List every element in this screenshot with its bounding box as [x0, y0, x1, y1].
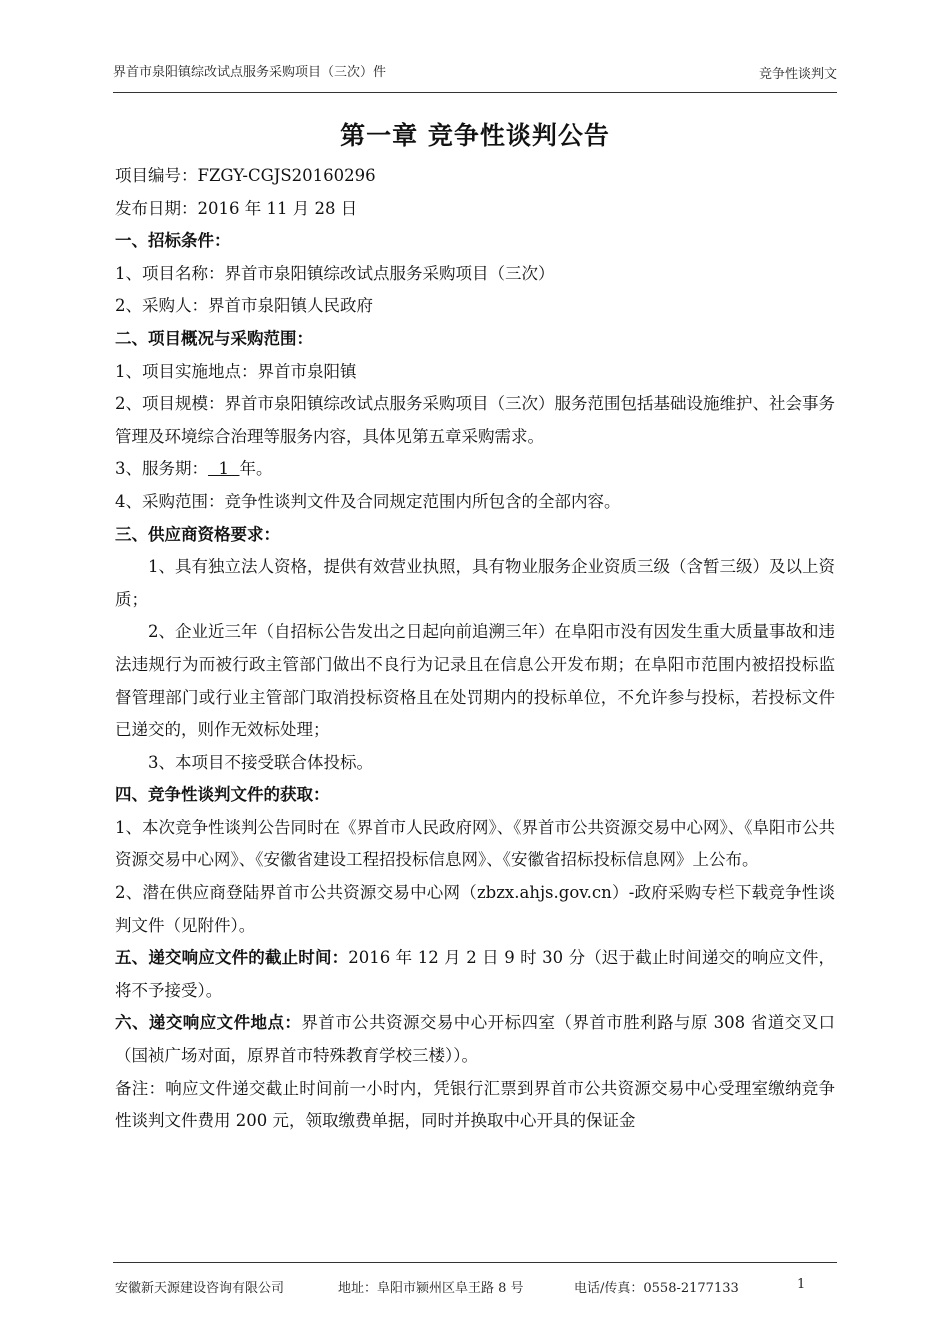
service-period-label: 3、服务期： — [115, 459, 208, 479]
section-3-item: 1、具有独立法人资格，提供有效营业执照，具有物业服务企业资质三级（含暂三级）及以上资质； — [115, 557, 835, 609]
section-4-heading: 四、竞争性谈判文件的获取： — [115, 785, 330, 805]
chapter-title: 第一章 竞争性谈判公告 — [340, 121, 610, 150]
section-3-heading: 三、供应商资格要求： — [115, 524, 280, 544]
section-5-heading: 五、递交响应文件的截止时间： — [115, 948, 349, 968]
page-header — [113, 66, 837, 93]
header-left-text: 界首市泉阳镇综改试点服务采购项目（三次）件 — [113, 65, 387, 80]
footer-phone: 电话/传真：0558-2177133 — [574, 1281, 739, 1296]
section-2-heading: 二、项目概况与采购范围： — [115, 328, 313, 348]
section-2-item: 4、采购范围：竞争性谈判文件及合同规定范围内所包含的全部内容。 — [115, 491, 621, 511]
page-footer — [113, 1262, 837, 1296]
service-period-unit: 年。 — [239, 459, 273, 479]
page-number: 1 — [797, 1277, 806, 1292]
section-4-item: 1、本次竞争性谈判公告同时在《界首市人民政府网》、《界首市公共资源交易中心网》、《阜阳市公共资源交易中心网》、《安徽省建设工程招投标信息网》、《安徽省招标投标信息网》上公布。 — [115, 817, 835, 870]
document-body — [115, 160, 835, 1138]
section-2-item: 2、项目规模：界首市泉阳镇综改试点服务采购项目（三次）服务范围包括基础设施维护、社会事务管理及环境综合治理等服务内容，具体见第五章采购需求。 — [115, 394, 835, 446]
section-6-note: 备注：响应文件递交截止时间前一小时内，凭银行汇票到界首市公共资源交易中心受理室缴纳竞争性谈判文件费用 200 元，领取缴费单据，同时并换取中心开具的保证金 — [115, 1078, 835, 1131]
section-6 — [115, 1007, 835, 1072]
section-4-item: 2、潜在供应商登陆界首市公共资源交易中心网（zbzx.ahjs.gov.cn）-政府采购专栏下载竞争性谈判文件（见附件）。 — [115, 883, 835, 935]
section-3-item: 3、本项目不接受联合体投标。 — [148, 752, 373, 772]
section-5-text: 2016 年 12 月 2 日 9 时 30 分（迟于截止时间递交的响应文件，将不予接受）。 — [115, 948, 836, 1000]
section-3-item: 2、企业近三年（自招标公告发出之日起向前追溯三年）在阜阳市没有因发生重大质量事故和违法违规行为而被行政主管部门做出不良行为记录且在信息公开发布期；在阜阳市范围内被招投标监督管理部门或行业主管部门取消投标资格且在处罚期内的投标单位，不允许参与投标，若投标文件已递交的，则作无效标处理； — [115, 622, 835, 740]
section-1-item: 2、采购人：界首市泉阳镇人民政府 — [115, 296, 373, 316]
footer-address: 地址：阜阳市颍州区阜王路 8 号 — [338, 1281, 524, 1296]
service-period-value: 1 — [208, 459, 240, 479]
section-6-heading: 六、递交响应文件地点： — [115, 1013, 302, 1033]
section-2-item: 1、项目实施地点：界首市泉阳镇 — [115, 361, 357, 381]
section-5 — [115, 942, 835, 1007]
section-1-item: 1、项目名称：界首市泉阳镇综改试点服务采购项目（三次） — [115, 263, 555, 283]
section-1-heading: 一、招标条件： — [115, 231, 231, 251]
project-number: 项目编号：FZGY-CGJS20160296 — [115, 166, 376, 185]
publish-date: 发布日期：2016 年 11 月 28 日 — [115, 198, 358, 218]
section-6-text: 界首市公共资源交易中心开标四室（界首市胜利路与原 308 省道交叉口（国祯广场对面，原界首市特殊教育学校三楼））。 — [115, 1013, 836, 1066]
header-right-text: 竞争性谈判文 — [758, 67, 837, 82]
footer-company: 安徽新天源建设咨询有限公司 — [115, 1281, 285, 1296]
section-2-item — [115, 453, 835, 486]
